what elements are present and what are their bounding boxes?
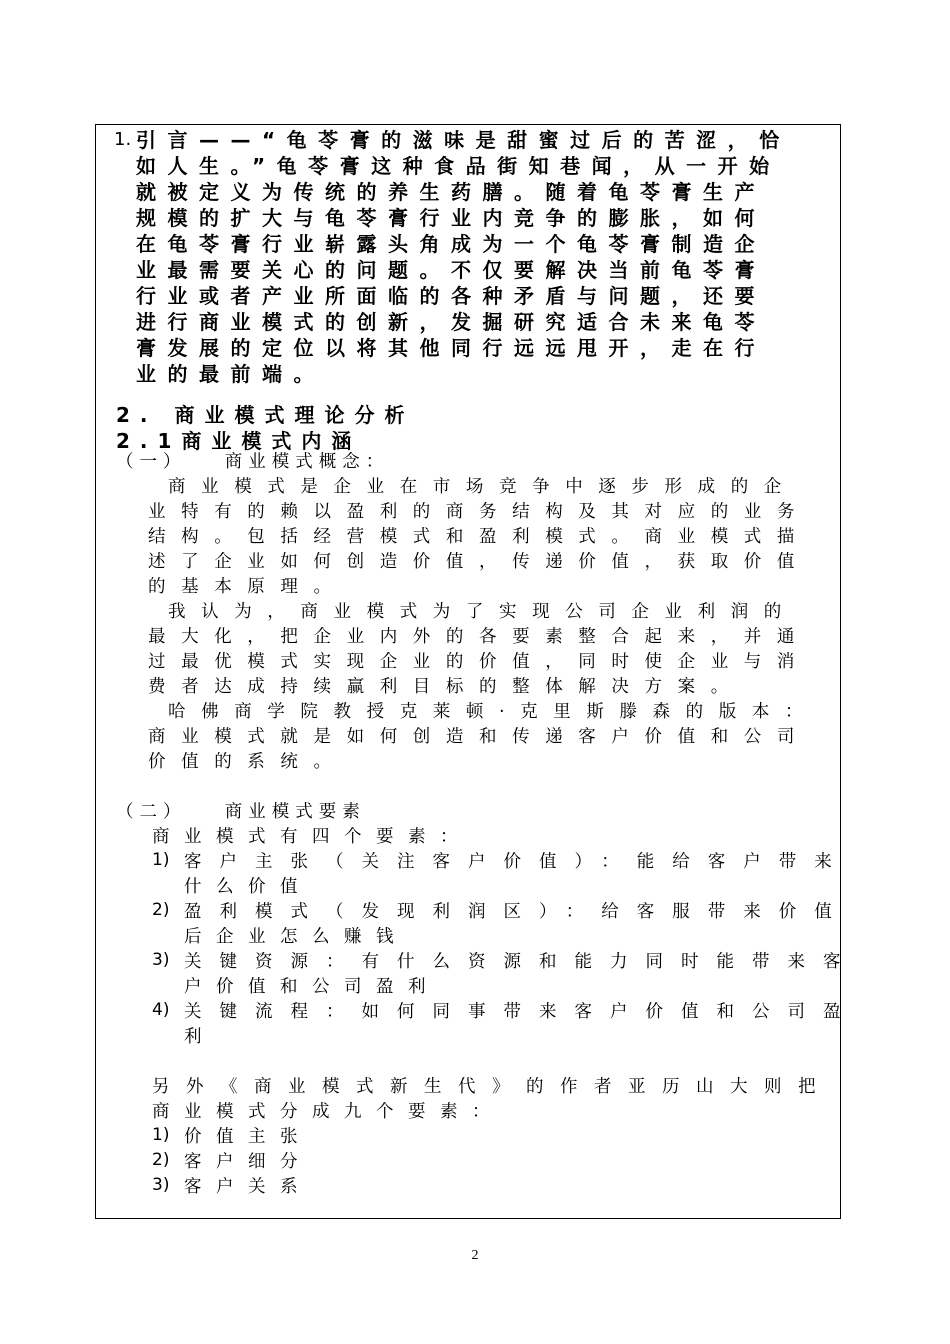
content-frame bbox=[95, 124, 859, 1219]
subsection-heading: 2.1商业模式内涵 bbox=[116, 429, 362, 453]
nine-element-number: 3) bbox=[152, 1175, 170, 1195]
four-elements-intro: 商业模式有四个要素： bbox=[152, 827, 472, 847]
concept-paragraph-1: 商业模式是企业在市场竞争中逐步形成的企业特有的赖以盈利的商务结构及其对应的业务结构。包括经营模式和盈利模式。商业模式描述了企业如何创造价值，传递价值，获取价值的基本原理。 bbox=[148, 477, 810, 597]
element-number: 4) bbox=[152, 1000, 170, 1020]
element-number: 1) bbox=[152, 850, 170, 870]
element-text-cont: 利 bbox=[184, 1027, 216, 1047]
element-text-cont: 什么价值 bbox=[184, 877, 312, 897]
nine-element-text: 客户关系 bbox=[184, 1177, 312, 1197]
element-number: 3) bbox=[152, 950, 170, 970]
concept-paragraph-3: 哈佛商学院教授克莱顿·克里斯滕森的版本：商业模式就是如何创造和传递客户价值和公司价值的系统。 bbox=[148, 702, 819, 772]
element-text: 盈利模式（发现利润区）：给客服带来价值 bbox=[184, 902, 850, 922]
element-number: 2) bbox=[152, 900, 170, 920]
intro-text: 引言——“龟苓膏的滋味是甜蜜过后的苦涩，恰如人生。”龟苓膏这种食品街知巷闻，从一开始就被定义为传统的养生药膳。随着龟苓膏生产规模的扩大与龟苓膏行业内竞争的膨胀，如何在龟苓膏行业崭露头角成为一个龟苓膏制造企业最需要关心的问题。不仅要解决当前龟苓膏行业或者产业所面临的各种矛盾与问题，还要进行商业模式的创新，发掘研究适合未来龟苓膏发展的定位以将其他同行远远甩开，走在行业的最前端。 bbox=[136, 128, 791, 386]
nine-element-text: 客户细分 bbox=[184, 1152, 312, 1172]
intro-number: 1. bbox=[114, 129, 132, 150]
element-text-cont: 户价值和公司盈利 bbox=[184, 977, 440, 997]
element-text: 关键流程：如何同事带来客户价值和公司盈 bbox=[184, 1002, 859, 1022]
element-text: 客户主张（关注客户价值）：能给客户带来 bbox=[184, 852, 850, 872]
section-heading: 2. 商业模式理论分析 bbox=[116, 403, 415, 427]
element-text-cont: 后企业怎么赚钱 bbox=[184, 927, 408, 947]
concept-paragraph-2: 我认为，商业模式为了实现公司企业利润的最大化，把企业内外的各要素整合起来，并通过最优模式实现企业的价值，同时使企业与消费者达成持续赢利目标的整体解决方案。 bbox=[148, 602, 810, 697]
element-text: 关键资源：有什么资源和能力同时能带来客 bbox=[184, 952, 859, 972]
part1-label: （一） 商业模式概念： bbox=[116, 452, 390, 472]
part2-label: （二） 商业模式要素 bbox=[116, 802, 366, 822]
intro-paragraph bbox=[114, 127, 792, 387]
nine-elements-intro: 另外《商业模式新生代》的作者亚历山大则把 bbox=[152, 1077, 832, 1097]
nine-element-number: 1) bbox=[152, 1125, 170, 1145]
nine-element-text: 价值主张 bbox=[184, 1127, 312, 1147]
page-number: 2 bbox=[471, 1248, 479, 1263]
nine-elements-intro-cont: 商业模式分成九个要素： bbox=[152, 1102, 504, 1122]
nine-element-number: 2) bbox=[152, 1150, 170, 1170]
